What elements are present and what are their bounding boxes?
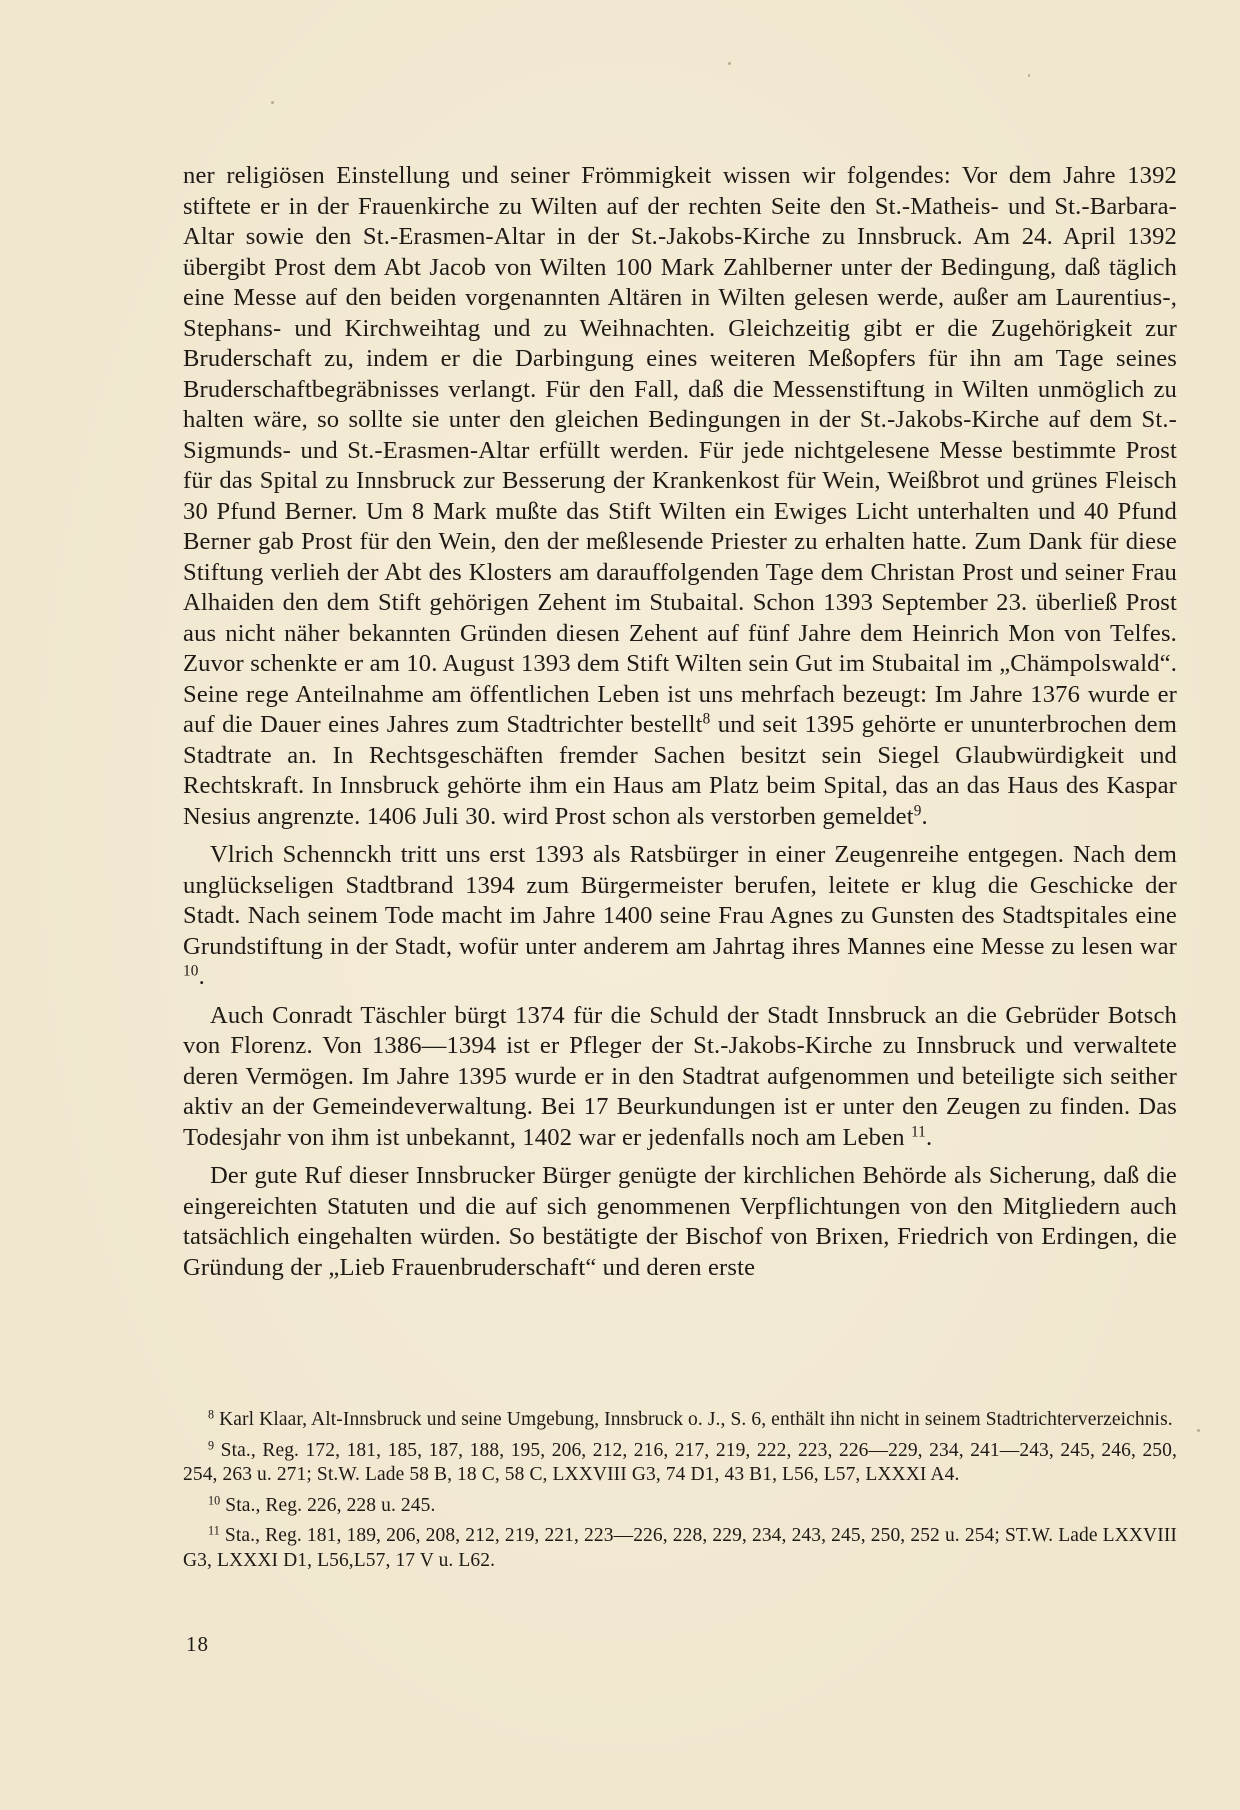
footnote: [183, 1439, 1177, 1488]
main-text: [183, 161, 1177, 1291]
paragraph-text: .: [925, 1123, 933, 1151]
paragraph: [183, 840, 1177, 993]
footnote-number: 11: [208, 1523, 220, 1538]
footnote-number: 8: [208, 1407, 215, 1422]
paragraph-text: .: [921, 802, 928, 830]
footnote-reference: 9: [913, 802, 922, 820]
footnote-reference: 11: [910, 1123, 926, 1141]
footnote-text: Karl Klaar, Alt-Innsbruck und seine Umgebung, Innsbruck o. J., S. 6, enthält ihn nicht in seinem Stadtrichterverzeichnis.: [219, 1409, 1173, 1430]
page-number: 18: [186, 1632, 209, 1656]
paragraph: [183, 161, 1177, 832]
footnote-reference: 8: [702, 710, 711, 728]
footnote-text: Sta., Reg. 172, 181, 185, 187, 188, 195, 206, 212, 216, 217, 219, 222, 223, 226—229, 234, 241—243, 245, 246, 250, 254, 263 u. 271; St.W. Lade 58 B, 18 C, 58 C, LXXVIII G3, 74 D1, 43 B1, L56, L57, LXXXI A4.: [183, 1439, 1177, 1485]
paragraph: [183, 1161, 1177, 1283]
paragraph-text: Der gute Ruf dieser Innsbrucker Bürger genügte der kirchlichen Behörde als Sicherung, daß die eingereichten Statuten und die auf sich genommenen Verpflichtungen von den Mitgliedern auch tatsächlich eingehalten würden. So bestätigte der Bischof von Brixen, Friedrich von Erdingen, die Gründung der „Lieb Frauenbruderschaft“ und deren erste: [183, 1162, 1177, 1281]
footnote-reference: 10: [183, 962, 199, 980]
footnote-number: 10: [208, 1492, 221, 1507]
paper-speck: [1197, 1429, 1200, 1432]
footnote: [183, 1524, 1177, 1573]
footnote: [183, 1408, 1177, 1433]
paper-speck: [728, 62, 731, 65]
paragraph-text: Vlrich Schennckh tritt uns erst 1393 als Ratsbürger in einer Zeugenreihe entgegen. Nach dem unglückseligen Stadtbrand 1394 zum Bürgermeister berufen, leitete er klug die Geschicke der Stadt. Nach seinem Tode macht im Jahre 1400 seine Frau Agnes zu Gunsten des Stadtspitales eine Grundstiftung in der Stadt, wofür unter anderem am Jahrtag ihres Mannes eine Messe zu lesen war: [183, 841, 1177, 960]
paragraph-text: und seit 1395 gehörte er ununterbrochen dem Stadtrate an. In Rechtsgeschäften fremder Sachen besitzt sein Siegel Glaubwürdigkeit und Rechtskraft. In Innsbruck gehörte ihm ein Haus am Platz beim Spital, das an das Haus des Kaspar Nesius angrenzte. 1406 Juli 30. wird Prost schon als verstorben gemeldet: [183, 711, 1177, 830]
paragraph-text: Auch Conradt Täschler bürgt 1374 für die Schuld der Stadt Innsbruck an die Gebrüder Botsch von Florenz. Von 1386—1394 ist er Pfleger der St.-Jakobs-Kirche zu Innsbruck und verwaltete deren Vermögen. Im Jahre 1395 wurde er in den Stadtrat aufgenommen und beteiligte sich seither aktiv an der Gemeindeverwaltung. Bei 17 Beurkundungen ist er unter den Zeugen zu finden. Das Todesjahr von ihm ist unbekannt, 1402 war er jedenfalls noch am Leben: [183, 1001, 1177, 1151]
paper-speck: [271, 101, 274, 104]
footnote-number: 9: [208, 1437, 215, 1452]
paragraph-text: .: [198, 963, 205, 990]
footnote-text: Sta., Reg. 226, 228 u. 245.: [225, 1494, 436, 1516]
footnote-text: Sta., Reg. 181, 189, 206, 208, 212, 219, 221, 223—226, 228, 229, 234, 243, 245, 250, 252 u. 254; ST.W. Lade LXXVIII G3, LXXXI D1, L56,L57, 17 V u. L62.: [183, 1525, 1178, 1571]
paragraph-text: ner religiösen Einstellung und seiner Frömmigkeit wissen wir folgendes: Vor dem Jahre 1392 stiftete er in der Frauenkirche zu Wilten auf der rechten Seite den St.-Matheis- und St.-Barbara-Altar sowie den St.-Erasmen-Altar in der St.-Jakobs-Kirche zu Innsbruck. Am 24. April 1392 übergibt Prost dem Abt Jacob von Wilten 100 Mark Zahlberner unter der Bedingung, daß täglich eine Messe auf den beiden vorgenannten Altären in Wilten gelesen werde, außer am Laurentius-, Stephans- und Kirchweihtag und zu Weihnachten. Gleichzeitig gibt er die Zugehörigkeit zur Bruderschaft zu, indem er die Darbingung eines weiteren Meßopfers für ihn am Tage seines Bruderschaftbegräbnisses verlangt. Für den Fall, daß die Messenstiftung in Wilten unmöglich zu halten wäre, so sollte sie unter den gleichen Bedingungen in der St.-Jakobs-Kirche auf dem St.-Sigmunds- und St.-Erasmen-Altar erfüllt werden. Für jede nichtgelesene Messe bestimmte Prost für das Spital zu Innsbruck zur Besserung der Krankenkost für Wein, Weißbrot und grünes Fleisch 30 Pfund Berner. Um 8 Mark mußte das Stift Wilten ein Ewiges Licht unterhalten und 40 Pfund Berner gab Prost für den Wein, den der meßlesende Priester zu erhalten hatte. Zum Dank für diese Stiftung verlieh der Abt des Klosters am darauffolgenden Tage dem Christan Prost und seiner Frau Alhaiden den dem Stift gehörigen Zehent im Stubaital. Schon 1393 September 23. überließ Prost aus nicht näher bekannten Gründen diesen Zehent auf fünf Jahre dem Heinrich Mon von Telfes. Zuvor schenkte er am 10. August 1393 dem Stift Wilten sein Gut im Stubaital im „Chämpolswald“. Seine rege Anteilnahme am öffentlichen Leben ist uns mehrfach bezeugt: Im Jahre 1376 wurde er auf die Dauer eines Jahres zum Stadtrichter bestellt: [183, 162, 1177, 738]
footnotes: [183, 1408, 1177, 1579]
footnote: [183, 1494, 1177, 1519]
paper-speck: [1028, 74, 1030, 77]
paragraph: [183, 1001, 1177, 1154]
